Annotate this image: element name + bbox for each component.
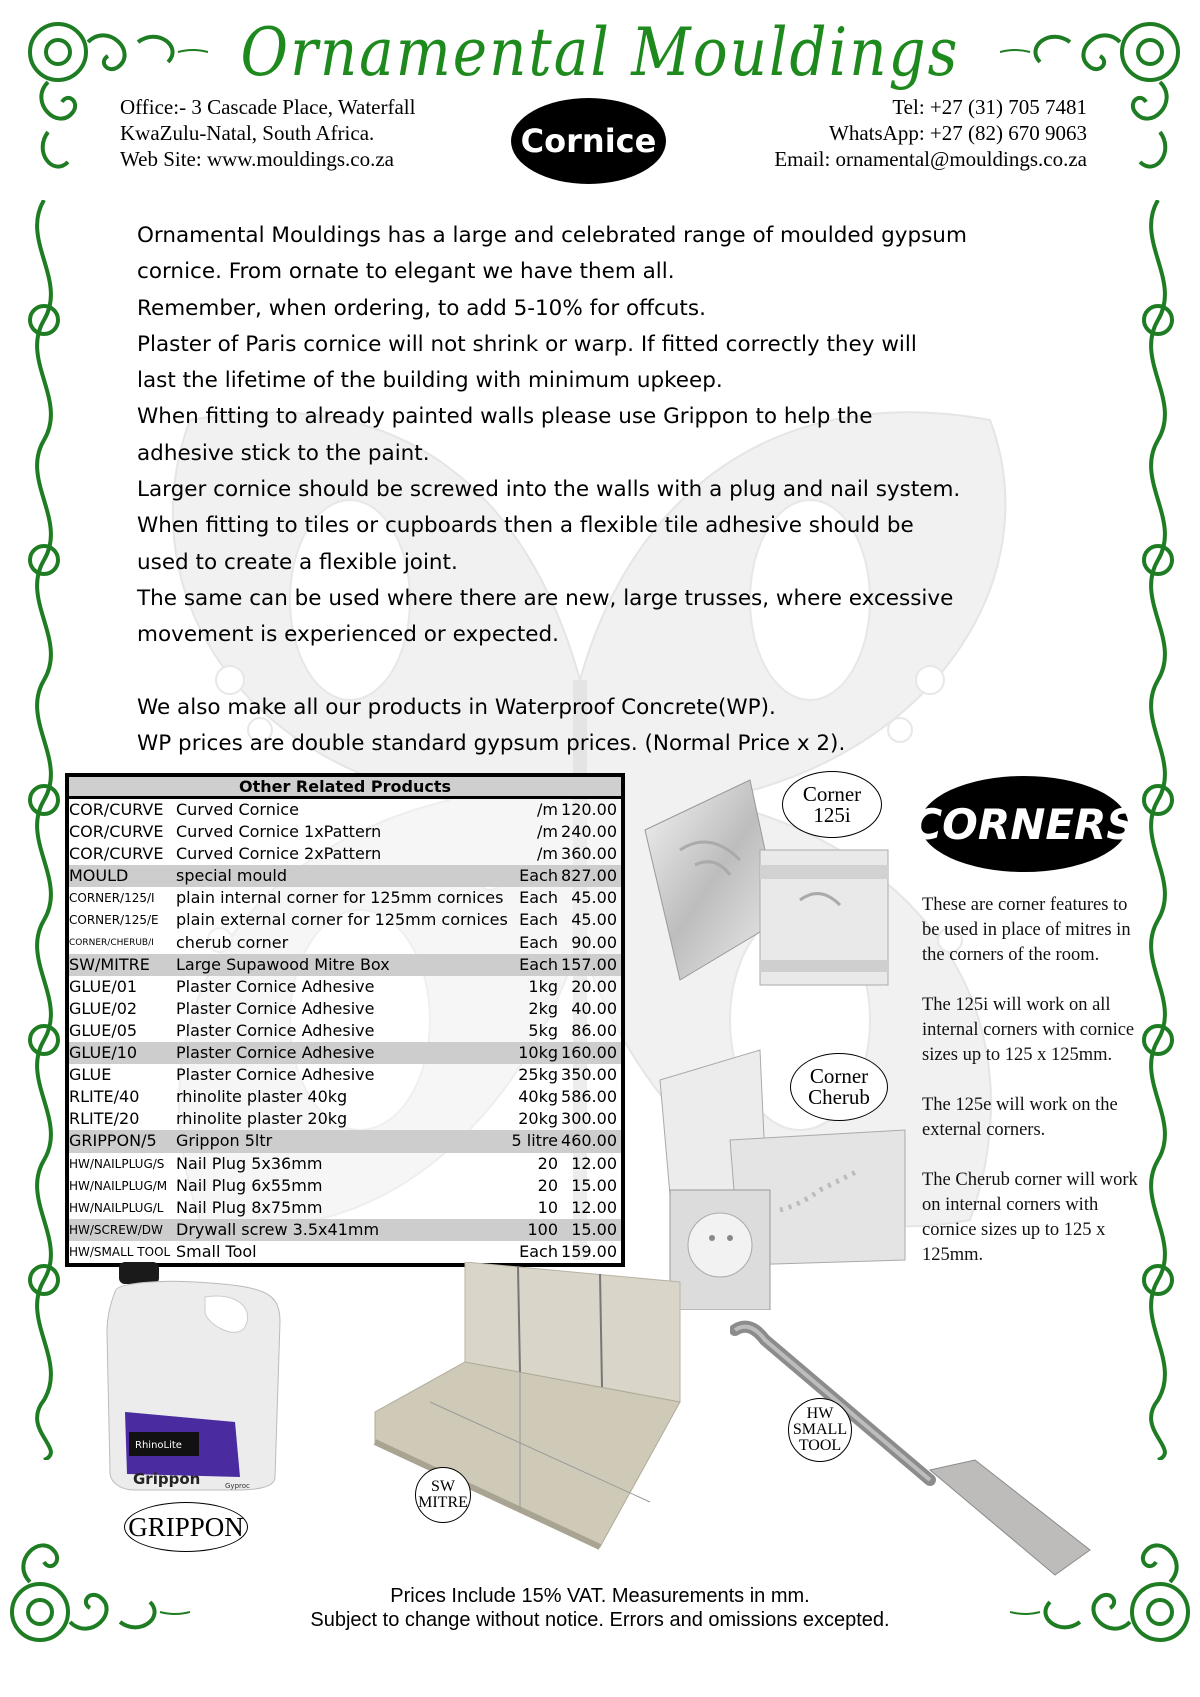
product-description: Nail Plug 5x36mm [176,1153,323,1173]
table-row [69,954,621,976]
product-description: cherub corner [176,932,289,952]
product-description: Plaster Cornice Adhesive [176,1065,375,1085]
product-description: Grippon 5ltr [176,1131,273,1151]
product-unit: Each [519,888,558,908]
product-description: plain internal corner for 125mm cornices [176,888,504,908]
product-description: Curved Cornice 2xPattern [176,844,382,864]
product-price: 586.00 [561,1087,617,1107]
product-price: 159.00 [561,1241,617,1261]
mitre-label: SW MITRE [415,1467,471,1523]
product-price: 90.00 [571,932,617,952]
intro-line: When fitting to tiles or cupboards then a flexible tile adhesive should be [137,513,914,539]
product-description: special mould [176,866,288,886]
corners-paragraph: The Cherub corner will work on internal corners with cornice sizes up to 125 x 125mm. [922,1170,1138,1265]
product-code: GRIPPON/5 [69,1131,157,1151]
small-tool-photo [730,1320,1100,1580]
product-unit: 10 [537,1197,558,1217]
table-row [69,1108,621,1130]
table-row [69,1042,621,1064]
telephone: Tel: +27 (31) 705 7481 [892,95,1087,119]
product-unit: 1kg [528,976,558,996]
product-price: 240.00 [561,822,617,842]
product-unit: 5kg [528,1020,558,1040]
small-tool-label: HW SMALL TOOL [788,1398,852,1462]
product-unit: 20 [537,1153,558,1173]
product-unit: 40kg [518,1087,558,1107]
product-unit: /m [537,822,558,842]
table-row [69,998,621,1020]
product-description: Nail Plug 8x75mm [176,1197,323,1217]
table-row [69,1241,621,1263]
table-row [69,1086,621,1108]
table-row [69,1153,621,1175]
wp-line: WP prices are double standard gypsum prices. (Normal Price x 2). [137,730,846,756]
table-row [69,887,621,909]
table-title: Other Related Products [69,777,621,799]
product-code: HW/SMALL TOOL [69,1244,171,1259]
product-code: COR/CURVE [69,844,164,864]
product-unit: 20 [537,1175,558,1195]
product-price: 12.00 [571,1153,617,1173]
product-description: Plaster Cornice Adhesive [176,1020,375,1040]
product-price: 827.00 [561,866,617,886]
product-price: 86.00 [571,1020,617,1040]
product-description: Plaster Cornice Adhesive [176,998,375,1018]
office-address [120,94,415,172]
product-unit: /m [537,844,558,864]
product-unit: Each [519,910,558,930]
product-code: CORNER/125/I [69,891,155,906]
product-price: 20.00 [571,976,617,996]
table-row [69,799,621,821]
intro-line: last the lifetime of the building with minimum upkeep. [137,368,723,394]
corner-125i-label: Corner 125i [782,771,882,838]
category-badge [511,98,666,184]
product-code: GLUE/10 [69,1043,138,1063]
table-row [69,1020,621,1042]
ornament-side-left-icon [20,200,68,1460]
intro-line: used to create a flexible joint. [137,549,458,575]
address-line: Office:- 3 Cascade Place, Waterfall [120,95,416,119]
category-badge-label: Cornice [520,122,657,160]
product-code: HW/NAILPLUG/M [69,1178,168,1193]
related-products-table [65,773,625,1267]
product-description: rhinolite plaster 20kg [176,1109,348,1129]
product-code: HW/SCREW/DW [69,1222,163,1237]
product-description: Large Supawood Mitre Box [176,954,390,974]
product-description: rhinolite plaster 40kg [176,1087,348,1107]
intro-line: Ornamental Mouldings has a large and celebrated range of moulded gypsum [137,223,967,248]
corners-badge [911,776,1137,872]
product-unit: Each [519,866,558,886]
bottle-product-text: Grippon [133,1470,201,1488]
footer-line: Subject to change without notice. Errors and omissions excepted. [310,1609,890,1631]
product-description: Curved Cornice [176,800,299,819]
product-description: Drywall screw 3.5x41mm [176,1219,380,1239]
product-price: 160.00 [561,1043,617,1063]
table-row [69,932,621,954]
email-link[interactable]: Email: ornamental@mouldings.co.za [774,147,1087,171]
address-line: KwaZulu-Natal, South Africa. [120,121,375,145]
product-code: HW/NAILPLUG/L [69,1200,164,1215]
table-row [69,821,621,843]
intro-line: adhesive stick to the paint. [137,440,430,466]
product-unit: /m [537,800,558,819]
table-row [69,1064,621,1086]
product-price: 15.00 [571,1175,617,1195]
product-description: Small Tool [176,1241,257,1261]
product-unit: 10kg [518,1043,558,1063]
table-row [69,843,621,865]
product-price: 120.00 [561,800,617,819]
product-description: Plaster Cornice Adhesive [176,1043,375,1063]
product-price: 300.00 [561,1109,617,1129]
product-unit: 2kg [528,998,558,1018]
product-code: COR/CURVE [69,800,164,819]
product-description: Curved Cornice 1xPattern [176,822,382,842]
corners-description [922,893,1142,1293]
corners-paragraph: These are corner features to be used in place of mitres in the corners of the room. [922,895,1131,965]
product-unit: 5 litre [511,1131,558,1151]
whatsapp: WhatsApp: +27 (82) 670 9063 [829,121,1087,145]
product-code: SW/MITRE [69,954,150,974]
bottle-brand-text: RhinoLite [135,1440,182,1451]
product-description: plain external corner for 125mm cornices [176,910,508,930]
product-code: HW/NAILPLUG/S [69,1156,165,1171]
product-price: 40.00 [571,998,617,1018]
product-price: 45.00 [571,888,617,908]
intro-line: When fitting to already painted walls please use Grippon to help the [137,404,873,430]
product-code: MOULD [69,866,129,886]
table-body [69,799,621,1263]
intro-line: cornice. From ornate to elegant we have them all. [137,259,675,285]
table-row [69,865,621,887]
product-price: 460.00 [561,1131,617,1151]
corners-paragraph: The 125e will work on the external corners. [922,1095,1118,1140]
product-code: GLUE [69,1065,112,1085]
contact-info [774,94,1087,172]
footer-notice [0,1584,1200,1632]
table-row [69,1219,621,1241]
table-row [69,909,621,931]
bottle-maker-text: Gyproc [225,1482,250,1490]
product-code: CORNER/125/E [69,913,159,928]
product-code: CORNER/CHERUB/I [69,937,154,948]
product-unit: 20kg [518,1109,558,1129]
table-row [69,976,621,998]
corners-paragraph: The 125i will work on all internal corners with cornice sizes up to 125 x 125mm. [922,995,1135,1065]
product-code: GLUE/01 [69,976,138,996]
product-code: GLUE/02 [69,998,138,1018]
intro-text [137,218,1097,762]
product-price: 350.00 [561,1065,617,1085]
website-link[interactable]: Web Site: www.mouldings.co.za [120,147,394,171]
table-row [69,1130,621,1152]
intro-line: Larger cornice should be screwed into the walls with a plug and nail system. [137,477,961,503]
product-unit: 100 [527,1219,558,1239]
grippon-bottle-photo [105,1262,285,1492]
corner-cherub-label: Corner Cherub [790,1053,888,1121]
company-title: Ornamental Mouldings [240,12,960,92]
grippon-label: GRIPPON [124,1502,248,1552]
intro-line: movement is experienced or expected. [137,622,560,648]
product-code: RLITE/20 [69,1109,140,1129]
product-unit: Each [519,1241,558,1261]
product-price: 157.00 [561,954,617,974]
product-unit: Each [519,954,558,974]
product-unit: Each [519,932,558,952]
product-description: Nail Plug 6x55mm [176,1175,323,1195]
footer-line: Prices Include 15% VAT. Measurements in mm. [390,1585,810,1607]
wp-line: We also make all our products in Waterproof Concrete(WP). [137,694,776,720]
product-code: GLUE/05 [69,1020,138,1040]
product-price: 45.00 [571,910,617,930]
product-price: 12.00 [571,1197,617,1217]
product-price: 360.00 [561,844,617,864]
product-description: Plaster Cornice Adhesive [176,976,375,996]
intro-line: Plaster of Paris cornice will not shrink or warp. If fitted correctly they will [137,331,917,357]
table-row [69,1197,621,1219]
corners-badge-label: CORNERS [911,799,1137,849]
intro-line: The same can be used where there are new, large trusses, where excessive [137,585,954,611]
product-unit: 25kg [518,1065,558,1085]
product-price: 15.00 [571,1219,617,1239]
product-code: RLITE/40 [69,1087,140,1107]
table-row [69,1175,621,1197]
product-code: COR/CURVE [69,822,164,842]
intro-line: Remember, when ordering, to add 5-10% for offcuts. [137,295,706,321]
